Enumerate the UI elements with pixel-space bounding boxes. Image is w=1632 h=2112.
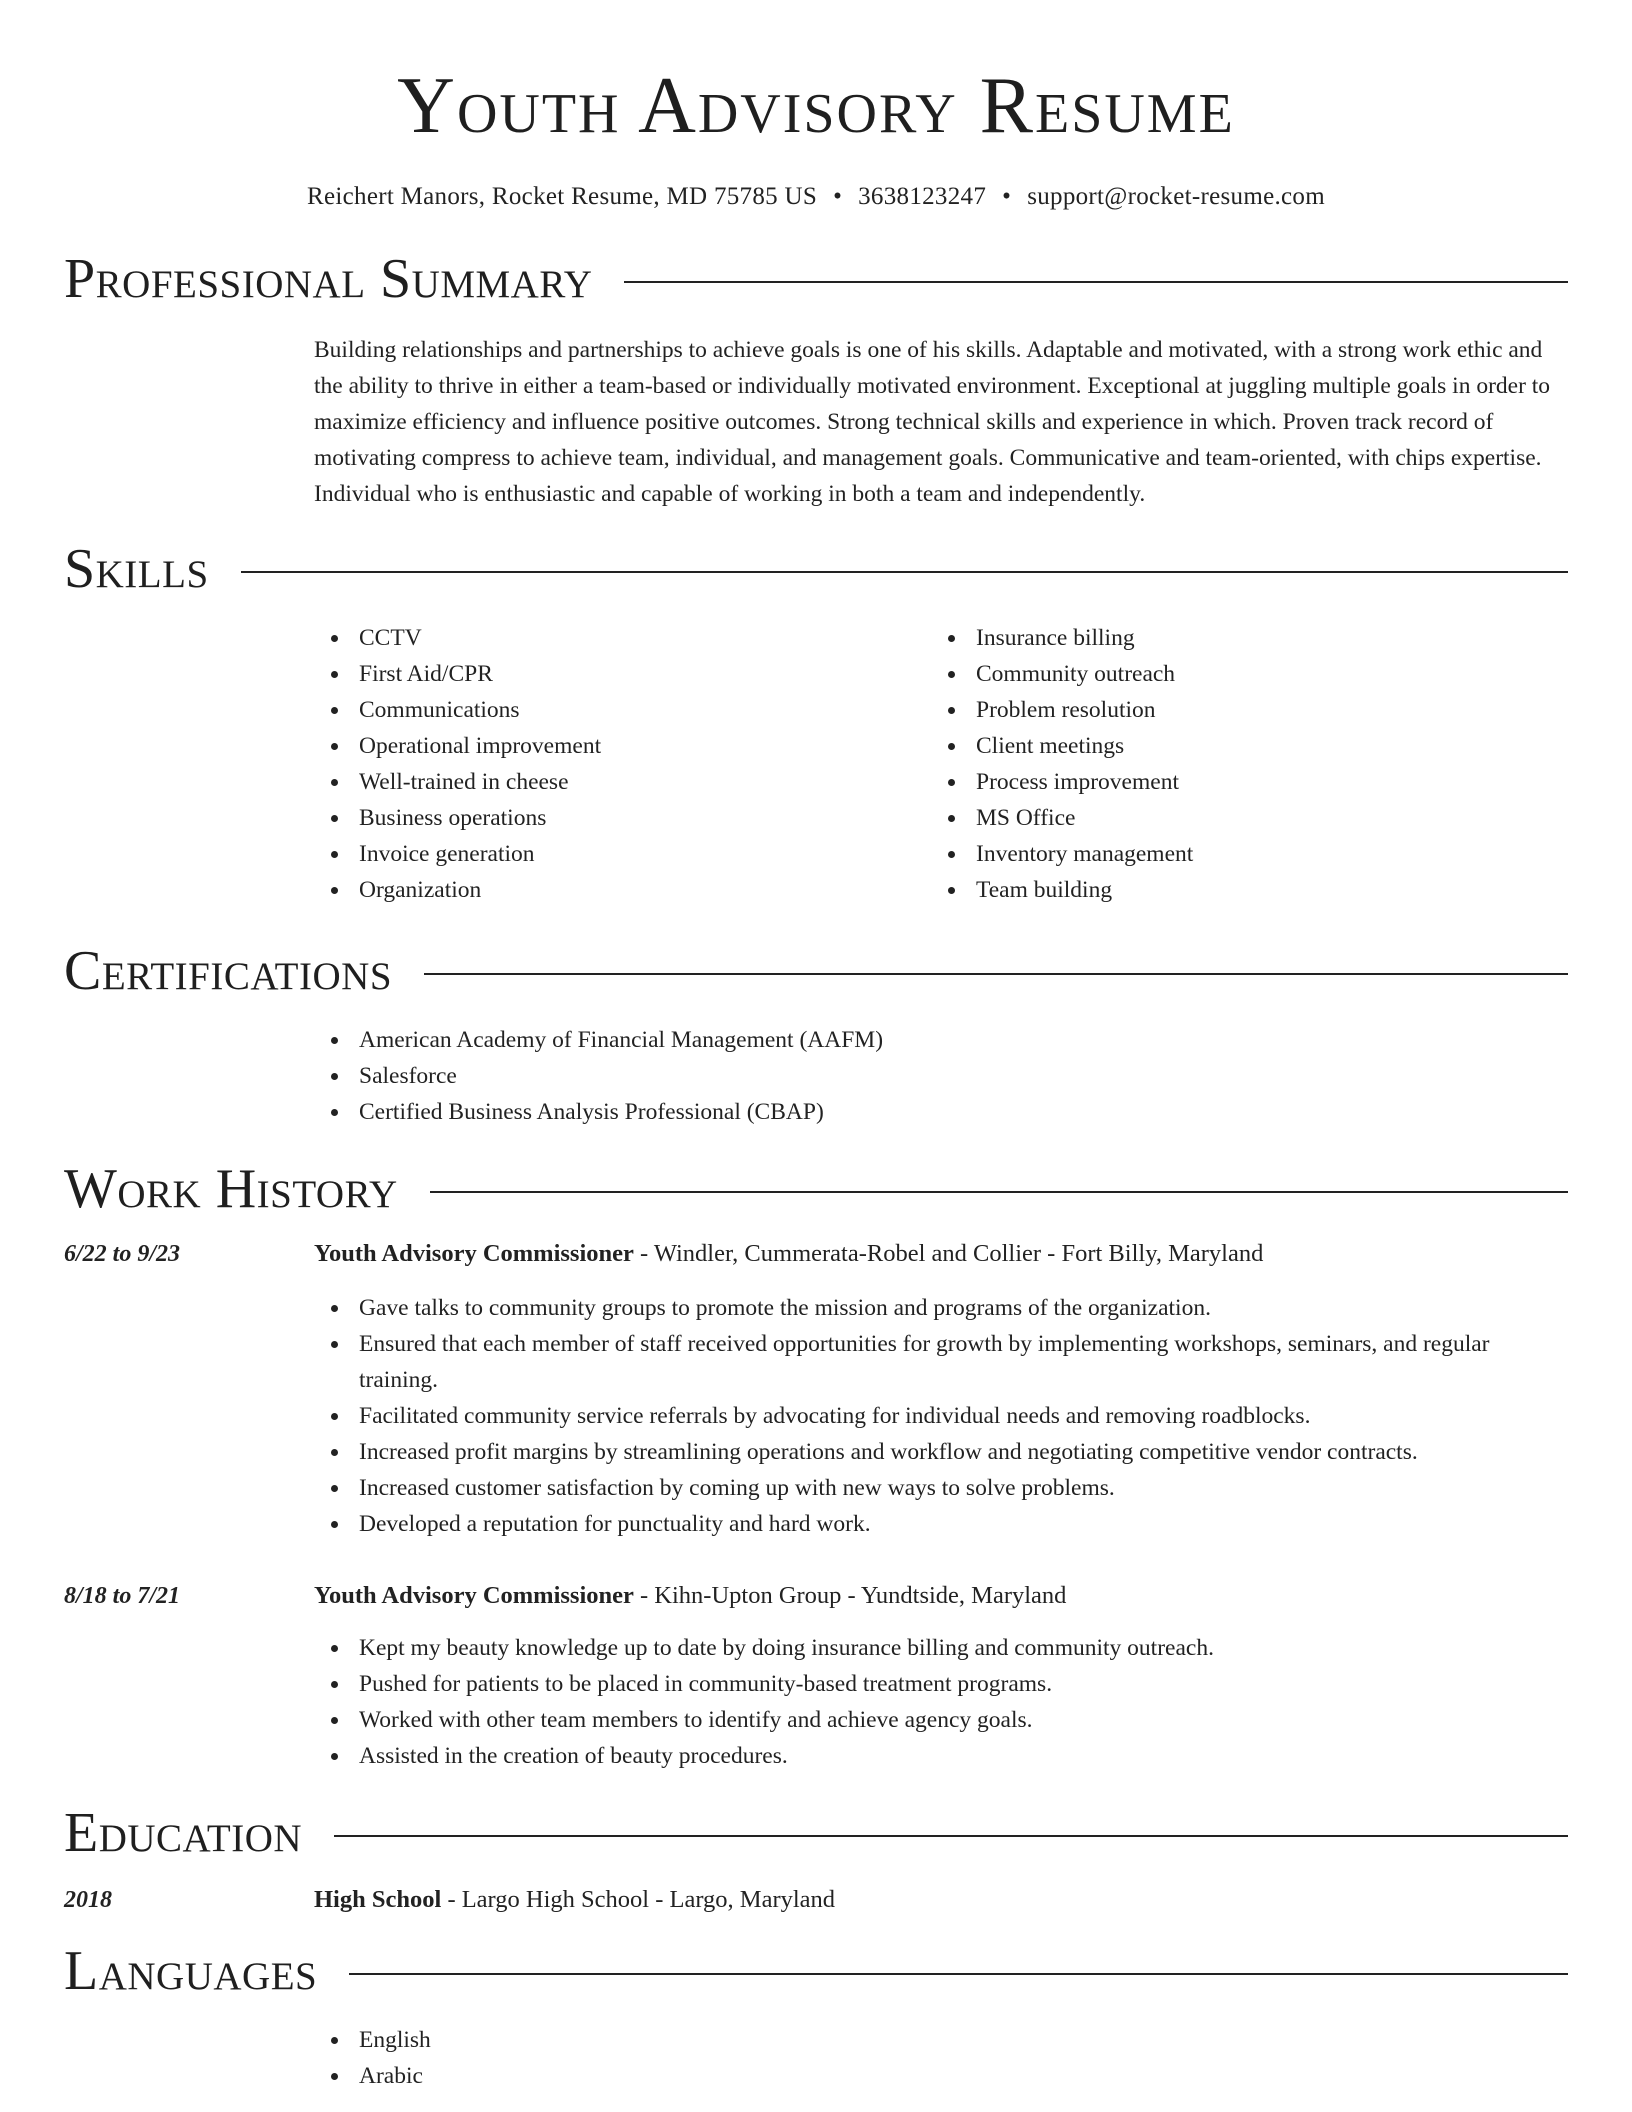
work-title-line [314, 1578, 1066, 1614]
list-item: Process improvement [931, 764, 1548, 800]
certifications-block [314, 1022, 1568, 1130]
certifications-list [314, 1022, 1568, 1130]
work-entry-1-bullets [314, 1290, 1568, 1542]
job-title: Youth Advisory Commissioner [314, 1240, 634, 1267]
list-item: American Academy of Financial Management (AAFM) [314, 1022, 1568, 1058]
section-title: Work History [64, 1158, 398, 1220]
contact-email: support@rocket-resume.com [1027, 183, 1325, 210]
list-item: First Aid/CPR [314, 656, 931, 692]
list-item: Developed a reputation for punctuality and hard work. [314, 1506, 1568, 1542]
degree: High School [314, 1886, 442, 1913]
list-item: Salesforce [314, 1058, 1568, 1094]
list-item: Well-trained in cheese [314, 764, 931, 800]
list-item: MS Office [931, 800, 1548, 836]
contact-separator: • [833, 183, 843, 210]
work-title-line [314, 1236, 1263, 1272]
section-divider [624, 281, 1568, 283]
education-title-line [314, 1882, 835, 1918]
education-entry [64, 1882, 1568, 1918]
list-item: Team building [931, 872, 1548, 908]
section-divider [424, 973, 1568, 975]
section-divider [241, 571, 1568, 573]
education-year: 2018 [64, 1887, 112, 1913]
skills-list-right [931, 620, 1548, 908]
list-item: Operational improvement [314, 728, 931, 764]
work-entry-2-bullets [314, 1630, 1568, 1774]
contact-address: Reichert Manors, Rocket Resume, MD 75785 US [307, 183, 818, 210]
section-header-languages [64, 1938, 1568, 2004]
languages-list [314, 2022, 1568, 2094]
job-title: Youth Advisory Commissioner [314, 1582, 634, 1609]
section-header-skills [64, 536, 1568, 602]
languages-block [314, 2022, 1568, 2094]
list-item: Organization [314, 872, 931, 908]
school-details: - Largo High School - Largo, Maryland [441, 1886, 836, 1913]
list-item: Facilitated community service referrals by advocating for individual needs and removing roadblocks. [314, 1398, 1568, 1434]
work-dates: 6/22 to 9/23 [64, 1241, 181, 1267]
skills-grid [314, 620, 1568, 908]
resume-title: Youth Advisory Resume [397, 62, 1235, 150]
list-item: Inventory management [931, 836, 1548, 872]
section-header-certifications [64, 938, 1568, 1004]
section-divider [430, 1191, 1568, 1193]
contact-phone: 3638123247 [858, 183, 987, 210]
work-bullets [314, 1290, 1568, 1542]
list-item: Communications [314, 692, 931, 728]
contact-separator: • [1002, 183, 1012, 210]
section-divider [349, 1973, 1568, 1975]
list-item: Problem resolution [931, 692, 1548, 728]
work-entry-2 [64, 1578, 1568, 1614]
list-item: Arabic [314, 2058, 1568, 2094]
list-item: Certified Business Analysis Professional (CBAP) [314, 1094, 1568, 1130]
list-item: Insurance billing [931, 620, 1548, 656]
section-header-education [64, 1800, 1568, 1866]
list-item: Kept my beauty knowledge up to date by doing insurance billing and community outreach. [314, 1630, 1568, 1666]
list-item: CCTV [314, 620, 931, 656]
list-item: Ensured that each member of staff received opportunities for growth by implementing workshops, seminars, and regular training. [314, 1326, 1568, 1398]
section-header-summary [64, 246, 1568, 312]
work-entry-1 [64, 1236, 1568, 1272]
list-item: English [314, 2022, 1568, 2058]
list-item: Increased customer satisfaction by coming up with new ways to solve problems. [314, 1470, 1568, 1506]
list-item: Increased profit margins by streamlining operations and workflow and negotiating competitive vendor contracts. [314, 1434, 1568, 1470]
section-title: Skills [64, 538, 209, 600]
list-item: Invoice generation [314, 836, 931, 872]
list-item: Community outreach [931, 656, 1548, 692]
job-details: - Kihn-Upton Group - Yundtside, Maryland [633, 1582, 1067, 1609]
skills-list-left [314, 620, 931, 908]
work-bullets [314, 1630, 1568, 1774]
list-item: Worked with other team members to identify and achieve agency goals. [314, 1702, 1568, 1738]
list-item: Gave talks to community groups to promote the mission and programs of the organization. [314, 1290, 1568, 1326]
list-item: Assisted in the creation of beauty procedures. [314, 1738, 1568, 1774]
summary-text: Building relationships and partnerships to achieve goals is one of his skills. Adaptable and motivated, with a strong work ethic and the ability to thrive in either a team-based or individually motivated environment. Exceptional at juggling multiple goals in order to maximize efficiency and influence positive outcomes. Strong technical skills and experience in which. Proven track record of motivating compress to achieve team, individual, and management goals. Communicative and team-oriented, with chips expertise. Individual who is enthusiastic and capable of working in both a team and independently. [314, 337, 1551, 507]
job-details: - Windler, Cummerata-Robel and Collier - Fort Billy, Maryland [633, 1240, 1264, 1267]
section-title: Professional Summary [64, 248, 593, 310]
list-item: Pushed for patients to be placed in community-based treatment programs. [314, 1666, 1568, 1702]
section-divider [334, 1835, 1568, 1837]
list-item: Client meetings [931, 728, 1548, 764]
section-title: Certifications [64, 940, 393, 1002]
section-title: Education [64, 1802, 303, 1864]
section-header-work-history [64, 1156, 1568, 1222]
contact-line [0, 182, 1632, 212]
work-dates: 8/18 to 7/21 [64, 1583, 181, 1609]
section-title: Languages [64, 1940, 318, 2002]
list-item: Business operations [314, 800, 931, 836]
